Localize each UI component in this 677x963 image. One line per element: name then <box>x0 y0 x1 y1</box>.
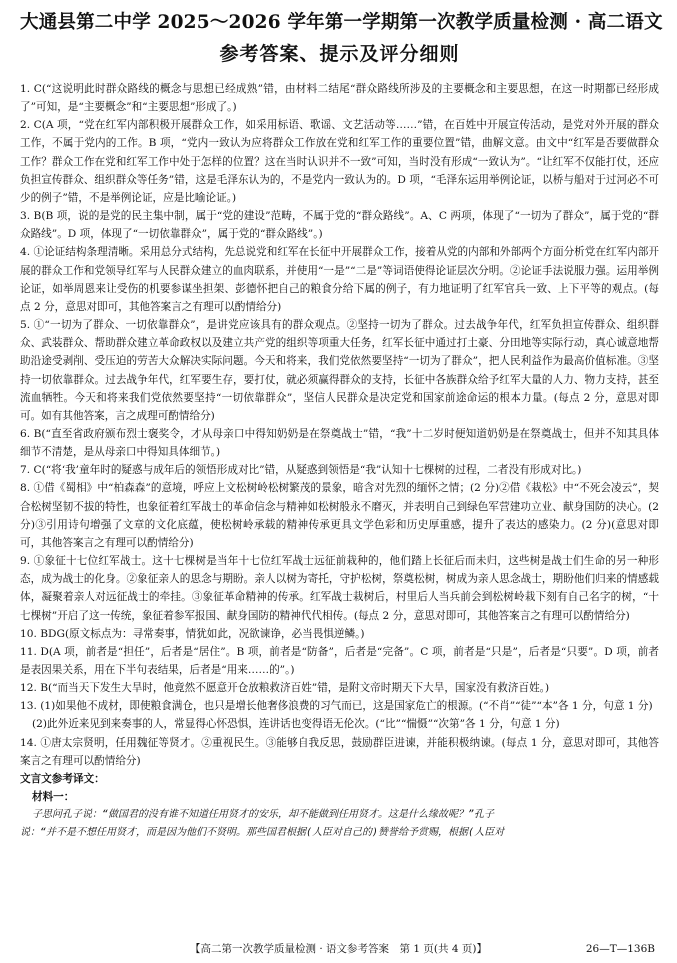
answer-item-7 <box>20 461 659 479</box>
answer-item-12 <box>20 679 659 697</box>
answer-text: 12. B(“而当天下发生大旱时，他竟然不愿意开仓放粮救济百姓”错，是附文帝时期天下大旱，国家没有救济百姓。) <box>20 682 550 695</box>
translation-line: 子思问孔子说：“做国君的没有谁不知道任用贤才的安乐，却不能做到任用贤才。这是什么缘故呢？”孔子 <box>32 809 495 821</box>
answer-item-6 <box>20 425 659 461</box>
answer-item-4 <box>20 243 659 316</box>
answer-item-14 <box>20 734 659 770</box>
footer-code: 26—T—136B <box>585 943 655 955</box>
answer-text: 6. B(“直至省政府颁布烈士褒奖令，才从母亲口中得知奶奶是在祭奠战士”错，“我”十二岁时便知道奶奶是在祭奠战士，但并不知其具体细节不清楚，是从母亲口中得知具体细节。) <box>20 427 659 459</box>
answer-item-1 <box>20 80 659 116</box>
answer-text: 5. ①“一切为了群众、一切依靠群众”，是讲党应该具有的群众观点。②坚持一切为了群众。过去战争年代，红军负担宣传群众、组织群众、武装群众、帮助群众建立革命政权以及建立共产党的组织等项重大任务，红军长征中通过打土豪、分田地等实际行动，真心诚意地帮助沿途受剥削、受压迫的劳苦大众解决实际问题。今天和将来，我们党依然要坚持“一切为了群众”，把人民利益作为最高价值标准。③坚持一切依靠群众。过去战争年代，红军要生存，要打仗，就必须赢得群众的支持，长征中各族群众给予红军大量的人力、物力支持，甚至流血牺牲。今天和将来我们党依然要坚持“一切依靠群众”，坚信人民群众是决定党和国家前途命运的根本力量。(每点 2 分，意思对即可。如有其他答案，言之成理可酌情给分) <box>20 319 659 422</box>
answer-item-8 <box>20 479 659 552</box>
answer-text: 2. C(A 项，“党在红军内部积极开展群众工作，如采用标语、歌谣、文艺活动等……”错，在百姓中开展宣传活动，是党对外开展的群众工作，不属于党内的工作。B 项，“党内一致认为应将群众工作放在党和红军工作的重要位置”错，曲解文意。由文中“红军是否要做群众工作？群众工作在党和红军工作中处于怎样的位置？这在当时认识并不一致”可知，当时没有形成“一致认为”。“让红军不仅能打仗，还应负担宣传群众、组织群众等任务”错，这是毛泽东认为的，不是党内一致认为的。D 项，“毛泽东运用举例论证，以桥与船对于过河必不可少的例子”错，不是举例论证，应是比喻论证。) <box>20 119 659 204</box>
answer-text: 3. B(B 项，说的是党的民主集中制，属于“党的建设”范畴，不属于党的“群众路线”。A、C 两项，体现了“一切为了群众”，属于党的“群众路线”。D 项，体现了“一切依靠群众”，属于党的“群众路线”。) <box>20 210 659 241</box>
answer-item-10 <box>20 625 659 643</box>
page-subtitle: 参考答案、提示及评分细则 <box>219 43 460 65</box>
answer-text: 1. C(“这说明此时群众路线的概念与思想已经成熟”错，由材料二结尾“群众路线所涉及的主要概念和主要思想，在这一时期都已经形成了”可知，是“主要概念”和“主要思想”形成了。) <box>20 83 659 114</box>
answer-item-5 <box>20 316 659 425</box>
answer-text: 4. ①论证结构条理清晰。采用总分式结构，先总说党和红军在长征中开展群众工作，接着从党的内部和外部两个方面分析党在红军内部开展的群众工作和党领导红军与人民群众建立的血肉联系，并使用“一是”“二是”等词语使得论证层次分明。②论证手法说服力强。运用举例论证，如举周恩来让受伤的机要参谋坐担架、彭德怀把自己的粮食分给下属的例子，有力地证明了红军官兵一致、上下平等的观点。(每点 2 分，意思对即可，其他答案言之有理可以酌情给分) <box>20 246 659 313</box>
answer-text: 7. C(“将‘我’童年时的疑惑与成年后的领悟形成对比”错，从疑惑到领悟是“我”认知十七棵树的过程，二者没有形成对比。) <box>20 464 582 477</box>
answer-item-9 <box>20 552 659 625</box>
answer-text: 14. ①唐太宗贤明，任用魏征等贤才。②重视民生。③能够自我反思，鼓励群臣进谏，并能积极纳谏。(每点 1 分，意思对即可，其他答案言之有理可以酌情给分) <box>20 736 659 767</box>
answer-text-sub: (2)此外近来见到来奏事的人，常显得心怀恐惧，连讲话也变得语无伦次。(“比”“惴慑”“次第”各 1 分，句意 1 分) <box>32 718 560 731</box>
answer-item-11 <box>20 643 659 679</box>
material-label: 材料一： <box>32 791 75 804</box>
answer-text: 8. ①借《蜀相》中“柏森森”的意境，呼应上文松树岭松树繁茂的景象，暗含对先烈的缅怀之情；(2 分)②借《栽松》中“不死会凌云”，契合松树坚韧不拔的特性，也象征着红军战士的革命信念与精神如松树般永不磨灭，并表明自己到绿色军营建功立业、献身国防的决心。(2 分)③引用诗句增强了文章的文化底蕴，使松树岭承载的精神传承更具文学色彩和历史厚重感，提升了表达的感染力。(2 分)(意思对即可，其他答案言之有理可以酌情给分) <box>20 482 659 549</box>
page-footer <box>0 940 677 958</box>
translation-heading: 文言文参考译文： <box>20 772 105 785</box>
answer-list <box>20 80 659 842</box>
answer-item-2 <box>20 116 659 207</box>
answer-item-3 <box>20 207 659 243</box>
page-title: 大通县第二中学 2025～2026 学年第一学期第一次教学质量检测 · 高二语文 <box>20 12 663 33</box>
answer-item-13 <box>20 697 659 733</box>
footer-text: 【高二第一次教学质量检测 · 语文参考答案 第 1 页(共 4 页)】 <box>190 943 487 955</box>
answer-text: 13. (1)如果他不成材，即使粮食满仓，也只是增长他奢侈浪费的习气而已，这是国家危亡的根源。(“不肖”“徒”“本”各 1 分，句意 1 分) <box>20 700 653 713</box>
answer-text: 10. BDG(原文标点为：寻常奏事，情犹如此，况欲谏诤，必当畏惧逆鳞。) <box>20 627 365 640</box>
answer-text: 9. ①象征十七位红军战士。这十七棵树是当年十七位红军战士远征前栽种的，他们踏上长征后而未归，这些树是战士们生命的另一种形态，成为战士的化身。②象征亲人的思念与期盼。亲人以树为寄托，守护松树，祭奠松树，树成为亲人思念战士，期盼他们归来的情感载体，凝聚着亲人对远征战士的牵挂。③象征革命精神的传承。红军战士栽树后，村里后人当兵前会到松树岭栽下刻有自己名字的树，“十七棵树”开启了这一传统，象征着参军报国、献身国防的精神代代相传。(每点 2 分，意思对即可，其他答案言之有理可以酌情给分) <box>20 555 659 622</box>
translation-line: 说：“并不是不想任用贤才，而是因为他们不贤明。那些国君根据(人臣对自己的)赞誉给予赏赐，根据(人臣对 <box>20 827 505 839</box>
answer-text: 11. D(A 项，前者是“担任”，后者是“居住”。B 项，前者是“防备”，后者是“完备”。C 项，前者是“只是”，后者是“只要”。D 项，前者是表因果关系，用在下半句表结果，后者是“用来……的”。) <box>20 645 659 676</box>
